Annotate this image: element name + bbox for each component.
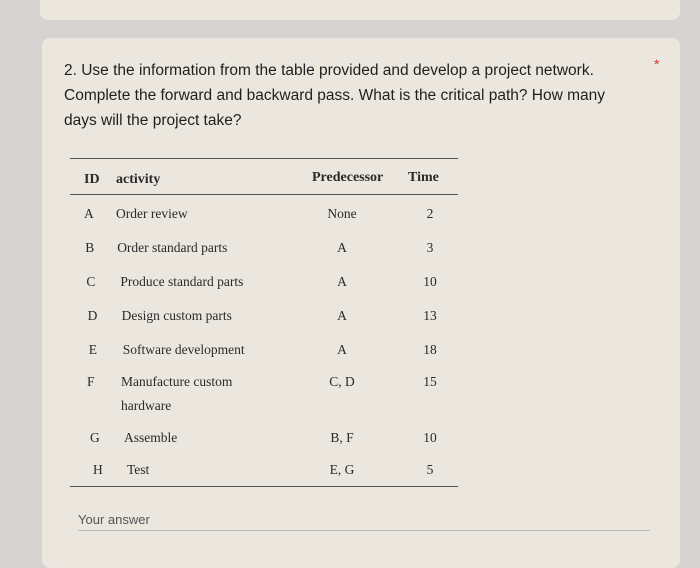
row-id: C	[86, 274, 96, 289]
row-activity: Produce standard parts	[120, 274, 244, 289]
row-id: E	[88, 342, 98, 357]
row-time: 5	[426, 462, 434, 477]
header-id: ID	[84, 172, 100, 187]
answer-underline	[78, 530, 650, 531]
row-id: D	[87, 308, 98, 323]
row-predecessor: B, F	[330, 430, 354, 445]
row-activity: Manufacture custom	[121, 374, 233, 389]
row-predecessor: A	[337, 274, 347, 289]
row-predecessor: E, G	[329, 462, 355, 477]
row-id: F	[87, 374, 95, 389]
row-time: 18	[423, 342, 437, 357]
row-predecessor: A	[337, 308, 347, 323]
row-activity: Software development	[122, 342, 245, 357]
row-activity-continued: hardware	[121, 398, 172, 413]
row-activity: Order standard parts	[117, 240, 228, 255]
row-id: G	[90, 430, 100, 445]
row-time: 10	[423, 274, 437, 289]
header-time: Time	[408, 170, 439, 185]
row-predecessor: None	[327, 206, 357, 221]
question-text: 2. Use the information from the table provided and develop a project network. Complete the forward and backward pass. What is the critical path? How many days will the project take?	[64, 62, 606, 129]
row-time: 10	[423, 430, 437, 445]
row-activity: Order review	[116, 206, 188, 221]
answer-input[interactable]: Your answer	[78, 512, 150, 527]
row-predecessor: A	[337, 342, 347, 357]
row-time: 13	[423, 308, 437, 323]
question-card	[42, 38, 680, 568]
previous-question-card	[40, 0, 680, 20]
row-activity: Assemble	[124, 430, 178, 445]
required-marker: *	[654, 56, 660, 72]
row-id: B	[85, 240, 95, 255]
row-predecessor: A	[337, 240, 347, 255]
row-id: A	[84, 206, 94, 221]
row-activity: Design custom parts	[121, 308, 232, 323]
row-time: 15	[423, 374, 437, 389]
row-predecessor: C, D	[329, 374, 355, 389]
row-time: 2	[426, 206, 434, 221]
row-time: 3	[426, 240, 434, 255]
row-activity: Test	[127, 462, 150, 477]
header-activity: activity	[116, 172, 161, 187]
header-predecessor: Predecessor	[312, 170, 384, 185]
row-id: H	[93, 462, 103, 477]
